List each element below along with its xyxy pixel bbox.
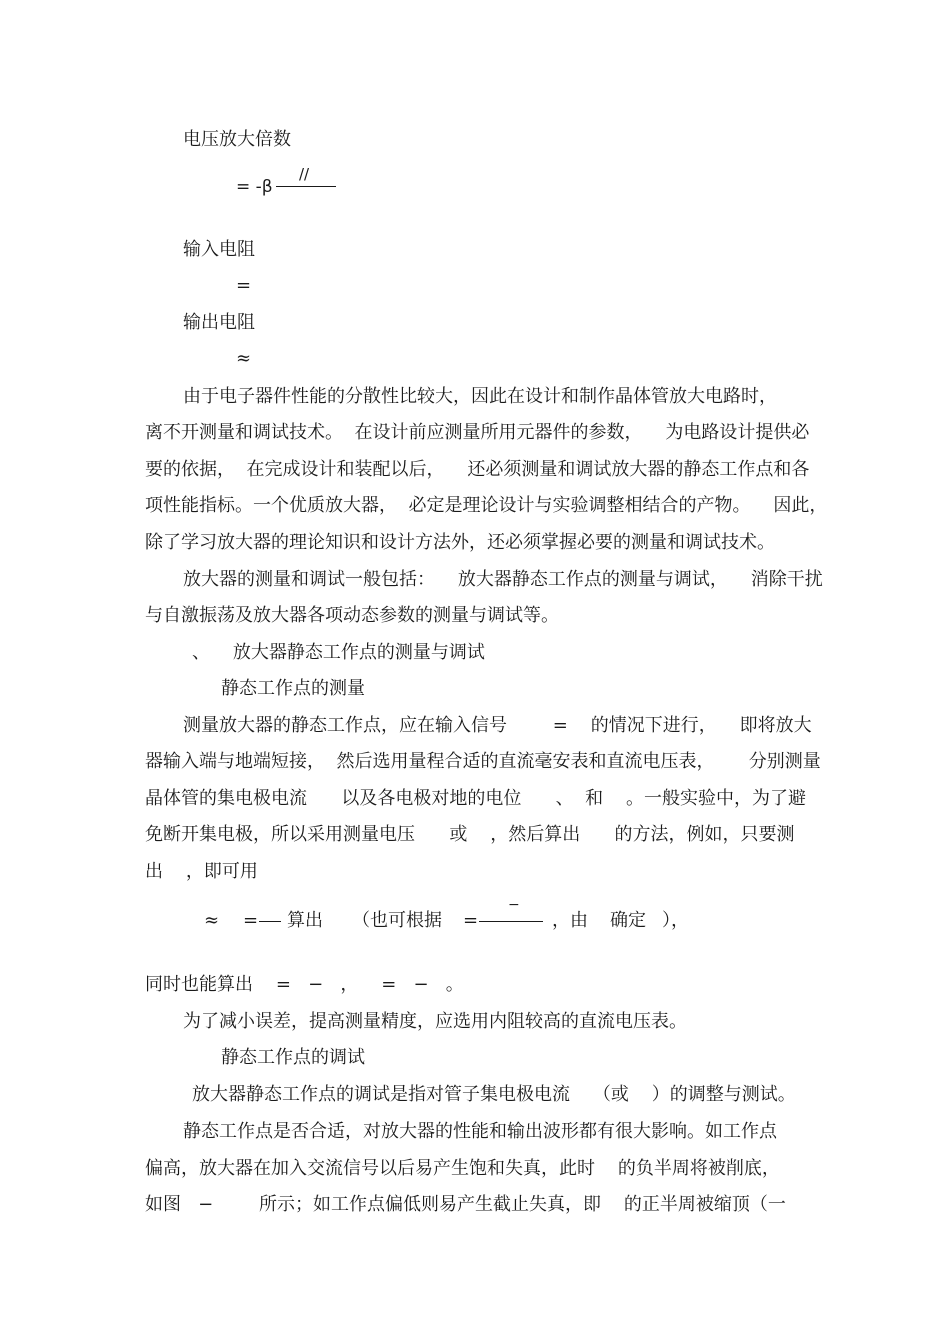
fraction-bar — [259, 921, 281, 922]
paragraph-line: 放大器静态工作点的调试是指对管子集电极电流 （或 ）的调整与测试。 — [192, 1084, 796, 1105]
gain-equation: = -β — [236, 177, 273, 197]
paragraph-line: 由于电子器件性能的分散性比较大，因此在设计和制作晶体管放大电路时， — [183, 386, 777, 407]
equation-text: 确定 — [610, 910, 646, 931]
output-resistance-heading: 输出电阻 — [183, 312, 255, 333]
subsection-title: 静态工作点的调试 — [221, 1047, 365, 1068]
paragraph-line: 要的依据， 在完成设计和装配以后， 还必须测量和调试放大器的静态工作点和各 — [145, 459, 810, 480]
subsection-title: 静态工作点的测量 — [221, 678, 365, 699]
paragraph-line: 放大器的测量和调试一般包括： 放大器静态工作点的测量与调试， 消除干扰 — [183, 569, 823, 590]
gain-heading: 电压放大倍数 — [183, 129, 291, 150]
paragraph-line: 静态工作点是否合适，对放大器的性能和输出波形都有很大影响。如工作点 — [183, 1121, 777, 1142]
equation-equals: = — [243, 910, 259, 931]
paragraph-line: 项性能指标。一个优质放大器， 必定是理论设计与实验调整相结合的产物。 因此， — [145, 495, 828, 516]
paragraph-line: 除了学习放大器的理论知识和设计方法外，还必须掌握必要的测量和调试技术。 — [145, 532, 775, 553]
equation-approx: ≈ — [204, 910, 220, 931]
paragraph-line: 离不开测量和调试技术。 在设计前应测量所用元器件的参数， 为电路设计提供必 — [145, 422, 810, 443]
input-resistance-heading: 输入电阻 — [183, 239, 255, 260]
paragraph-line: 偏高，放大器在加入交流信号以后易产生饱和失真，此时 的负半周将被削底， — [145, 1158, 780, 1179]
output-resistance-equation: ≈ — [236, 348, 252, 369]
equation-text: ，由 — [552, 910, 588, 931]
equation-minus: − — [508, 897, 520, 913]
paragraph-line: 器输入端与地端短接， 然后选用量程合适的直流毫安表和直流电压表， 分别测量 — [145, 751, 821, 772]
paragraph-line: 同时也能算出 = − ， = − 。 — [145, 974, 464, 995]
paragraph-line: 如图 − 所示；如工作点偏低则易产生截止失真，即 的正半周被缩顶（一 — [145, 1194, 786, 1215]
paragraph-line: 为了减小误差，提高测量精度，应选用内阻较高的直流电压表。 — [183, 1011, 687, 1032]
paragraph-line: 与自激振荡及放大器各项动态参数的测量与调试等。 — [145, 605, 559, 626]
equation-text: ）， — [662, 910, 689, 931]
equation-text: （也可根据 — [352, 910, 442, 931]
paragraph-line: 免断开集电极，所以采用测量电压 或 ，然后算出 的方法，例如，只要测 — [145, 824, 795, 845]
gain-numerator: // — [299, 165, 310, 183]
paragraph-line: 出 ，即可用 — [145, 861, 258, 882]
input-resistance-equation: = — [236, 275, 252, 296]
paragraph-line: 测量放大器的静态工作点，应在输入信号 = 的情况下进行， 即将放大 — [183, 715, 812, 736]
fraction-bar — [479, 921, 543, 922]
paragraph-line: 晶体管的集电极电流 以及各电极对地的电位 、 和 。一般实验中，为了避 — [145, 788, 806, 809]
equation-text: 算出 — [287, 910, 323, 931]
equation-equals: = — [463, 910, 479, 931]
fraction-bar — [276, 186, 336, 187]
section-title: 、 放大器静态工作点的测量与调试 — [192, 642, 485, 663]
